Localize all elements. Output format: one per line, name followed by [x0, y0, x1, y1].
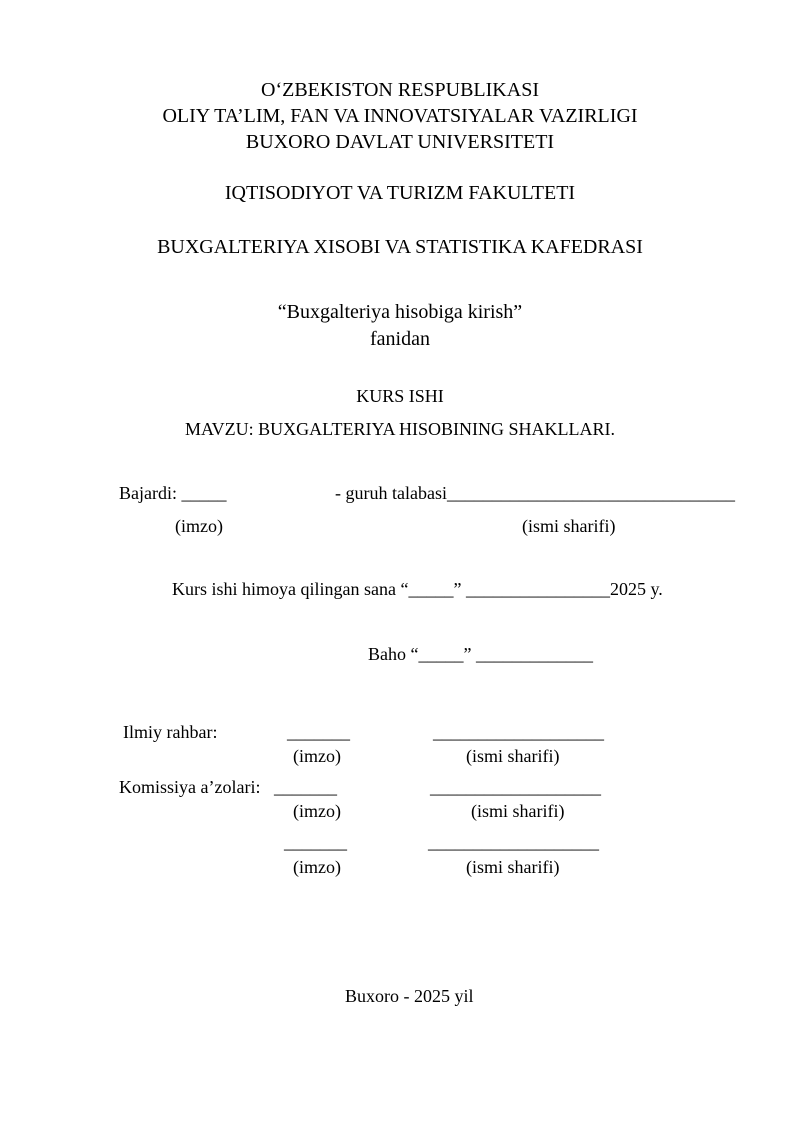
commission-sign-caption-2: (imzo) [293, 857, 341, 877]
commission-sign-caption: (imzo) [293, 801, 341, 821]
supervisor-name-line: ___________________ [433, 722, 604, 742]
student-name-caption: (ismi sharifi) [522, 516, 616, 536]
work-topic: MAVZU: BUXGALTERIYA HISOBINING SHAKLLARI. [184, 419, 615, 439]
student-sign-caption: (imzo) [175, 516, 223, 536]
work-type: KURS ISHI [356, 386, 444, 406]
commission-name-caption-2: (ismi sharifi) [466, 857, 560, 877]
supervisor-name-caption: (ismi sharifi) [466, 746, 560, 766]
supervisor-sign-caption: (imzo) [293, 746, 341, 766]
commission-sign-line: _______ [274, 777, 337, 797]
header-ministry: OLIY TA’LIM, FAN VA INNOVATSIYALAR VAZIRLIGI [162, 105, 638, 127]
commission-sign-line-2: _______ [284, 832, 347, 852]
footer-place-year: Buxoro - 2025 yil [345, 986, 474, 1006]
supervisor-label: Ilmiy rahbar: [123, 722, 218, 742]
commission-name-line: ___________________ [430, 777, 601, 797]
defense-date-line: Kurs ishi himoya qilingan sana “_____” ________________2025 y. [172, 579, 663, 599]
header-country: O‘ZBEKISTON RESPUBLIKASI [261, 79, 539, 101]
header-department: BUXGALTERIYA XISOBI VA STATISTIKA KAFEDRASI [157, 236, 643, 258]
commission-name-caption: (ismi sharifi) [471, 801, 565, 821]
subject-title: “Buxgalteriya hisobiga kirish” [277, 301, 523, 323]
commission-label: Komissiya a’zolari: [119, 777, 261, 797]
subject-suffix: fanidan [370, 328, 430, 350]
supervisor-sign-line: _______ [287, 722, 350, 742]
commission-name-line-2: ___________________ [428, 832, 599, 852]
student-sign-line: Bajardi: _____ [119, 483, 227, 503]
header-university: BUXORO DAVLAT UNIVERSITETI [245, 131, 555, 153]
header-faculty: IQTISODIYOT VA TURIZM FAKULTETI [224, 182, 576, 204]
grade-line: Baho “_____” _____________ [368, 644, 593, 664]
student-group-line: - guruh talabasi________________________________ [335, 483, 735, 503]
